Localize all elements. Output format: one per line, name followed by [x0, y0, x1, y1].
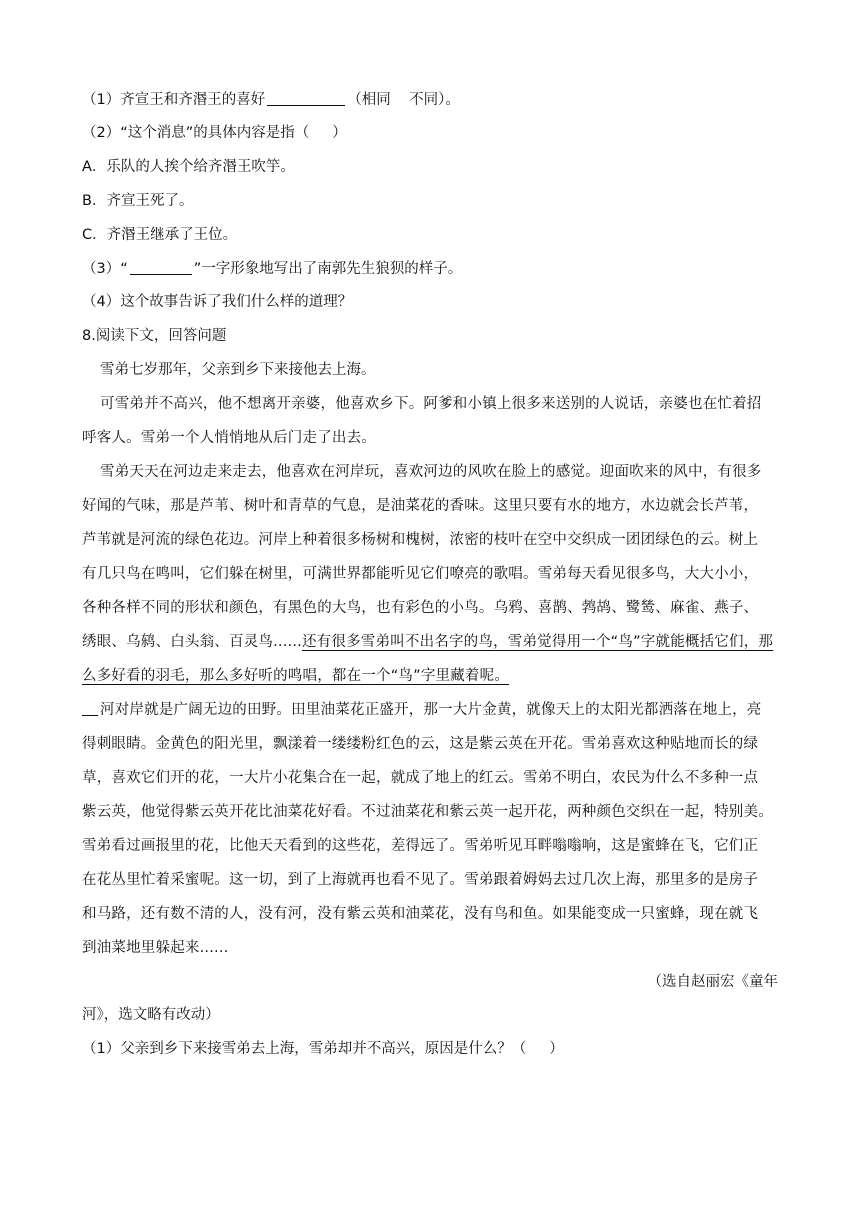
source-citation-line-1: （选自赵丽宏《童年 [647, 974, 778, 990]
passage-paragraph-3-line-3: 芦苇就是河流的绿色花边。河岸上种着很多杨树和槐树，浓密的枝叶在空中交织成一团团绿色的云。树上 [82, 532, 759, 548]
bird-list-text: 绣眼、乌鸫、白头翁、百灵鸟...... [82, 634, 302, 650]
paragraph-blank[interactable] [82, 701, 98, 716]
q7-sub2: （2）“这个消息”的具体内容是指（ ） [82, 125, 347, 141]
passage-paragraph-4-line-5: 雪弟看过画报里的花，比他天天看到的这些花，差得远了。雪弟听见耳畔嗡嗡响，这是蜜蜂在飞，它们正 [82, 838, 759, 854]
underlined-sentence: 还有很多雪弟叫不出名字的鸟，雪弟觉得用一个“鸟”字就能概括它们，那 [301, 634, 774, 650]
passage-paragraph-3-line-6 [82, 632, 773, 652]
paragraph-4-text: 河对岸就是广阔无边的田野。田里油菜花正盛开，那一大片金黄，就像天上的太阳光都洒落在地上，亮 [100, 702, 762, 718]
passage-paragraph-3-line-2: 好闻的气味，那是芦苇、树叶和青草的气息，是油菜花的香味。这里只要有水的地方，水边就会长芦苇， [82, 498, 759, 514]
passage-paragraph-3-line-1: 雪弟天天在河边走来走去，他喜欢在河岸玩，喜欢河边的风吹在脸上的感觉。迎面吹来的风中，有很多 [100, 464, 762, 480]
q7-sub1-options: （相同 不同）。 [347, 92, 460, 108]
q7-sub1 [82, 90, 460, 110]
passage-paragraph-4-line-8: 到油菜地里躲起来...... [82, 940, 229, 956]
source-citation-line-2: 河》，选文略有改动） [82, 1007, 220, 1023]
q7-option-b: B．齐宣王死了。 [82, 193, 194, 209]
passage-paragraph-3-line-4: 有几只鸟在鸣叫，它们躲在树里，可满世界都能听见它们嘹亮的歌唱。雪弟每天看见很多鸟，大大小小， [82, 566, 759, 582]
q7-sub3-suffix: ”一字形象地写出了南郭先生狼狈的样子。 [193, 261, 463, 277]
q7-sub1-text: （1）齐宣王和齐湣王的喜好 [82, 92, 266, 108]
passage-paragraph-4-line-2: 得刺眼睛。金黄色的阳光里，飘漾着一缕缕粉红色的云，这是紫云英在开花。雪弟喜欢这种贴地而长的绿 [82, 736, 759, 752]
q8-heading: 8.阅读下文，回答问题 [82, 328, 227, 344]
q7-sub3 [82, 259, 462, 279]
passage-paragraph-4-line-4: 紫云英，他觉得紫云英开花比油菜花好看。不过油菜花和紫云英一起开花，两种颜色交织在一起，特别美。 [82, 804, 773, 820]
passage-paragraph-4-line-3: 草，喜欢它们开的花，一大片小花集合在一起，就成了地上的红云。雪弟不明白，农民为什么不多种一点 [82, 770, 759, 786]
q7-sub4: （4）这个故事告诉了我们什么样的道理？ [82, 294, 353, 310]
passage-paragraph-2-line-2: 呼客人。雪弟一个人悄悄地从后门走了出去。 [82, 430, 376, 446]
answer-blank[interactable] [130, 260, 192, 275]
passage-paragraph-3-line-5: 各种各样不同的形状和颜色，有黑色的大鸟，也有彩色的小鸟。乌鸦、喜鹊、鹁鸪、鹭鸶、麻雀、燕子、 [82, 600, 759, 616]
passage-paragraph-4-line-6: 在花丛里忙着采蜜呢。这一切，到了上海就再也看不见了。雪弟跟着姆妈去过几次上海，那里多的是房子 [82, 872, 759, 888]
q7-option-a: A．乐队的人挨个给齐湣王吹竽。 [82, 159, 295, 175]
q7-sub3-prefix: （3）“ [82, 261, 128, 277]
passage-paragraph-1: 雪弟七岁那年，父亲到乡下来接他去上海。 [100, 362, 376, 378]
q7-option-c: C．齐湣王继承了王位。 [82, 227, 238, 243]
underlined-sentence-end: 么多好看的羽毛，那么多好听的鸣唱，都在一个“鸟”字里藏着呢。 [82, 668, 510, 684]
q8-sub1: （1）父亲到乡下来接雪弟去上海，雪弟却并不高兴，原因是什么？（ ） [82, 1041, 564, 1057]
passage-paragraph-4-line-1 [82, 700, 762, 720]
passage-paragraph-2-line-1: 可雪弟并不高兴，他不想离开亲婆，他喜欢乡下。阿爹和小镇上很多来送别的人说话，亲婆也在忙着招 [100, 396, 762, 412]
passage-paragraph-4-line-7: 和马路，还有数不清的人，没有河，没有紫云英和油菜花，没有鸟和鱼。如果能变成一只蜜蜂，现在就飞 [82, 906, 759, 922]
passage-paragraph-3-line-7 [82, 666, 509, 686]
answer-blank[interactable] [267, 91, 345, 106]
